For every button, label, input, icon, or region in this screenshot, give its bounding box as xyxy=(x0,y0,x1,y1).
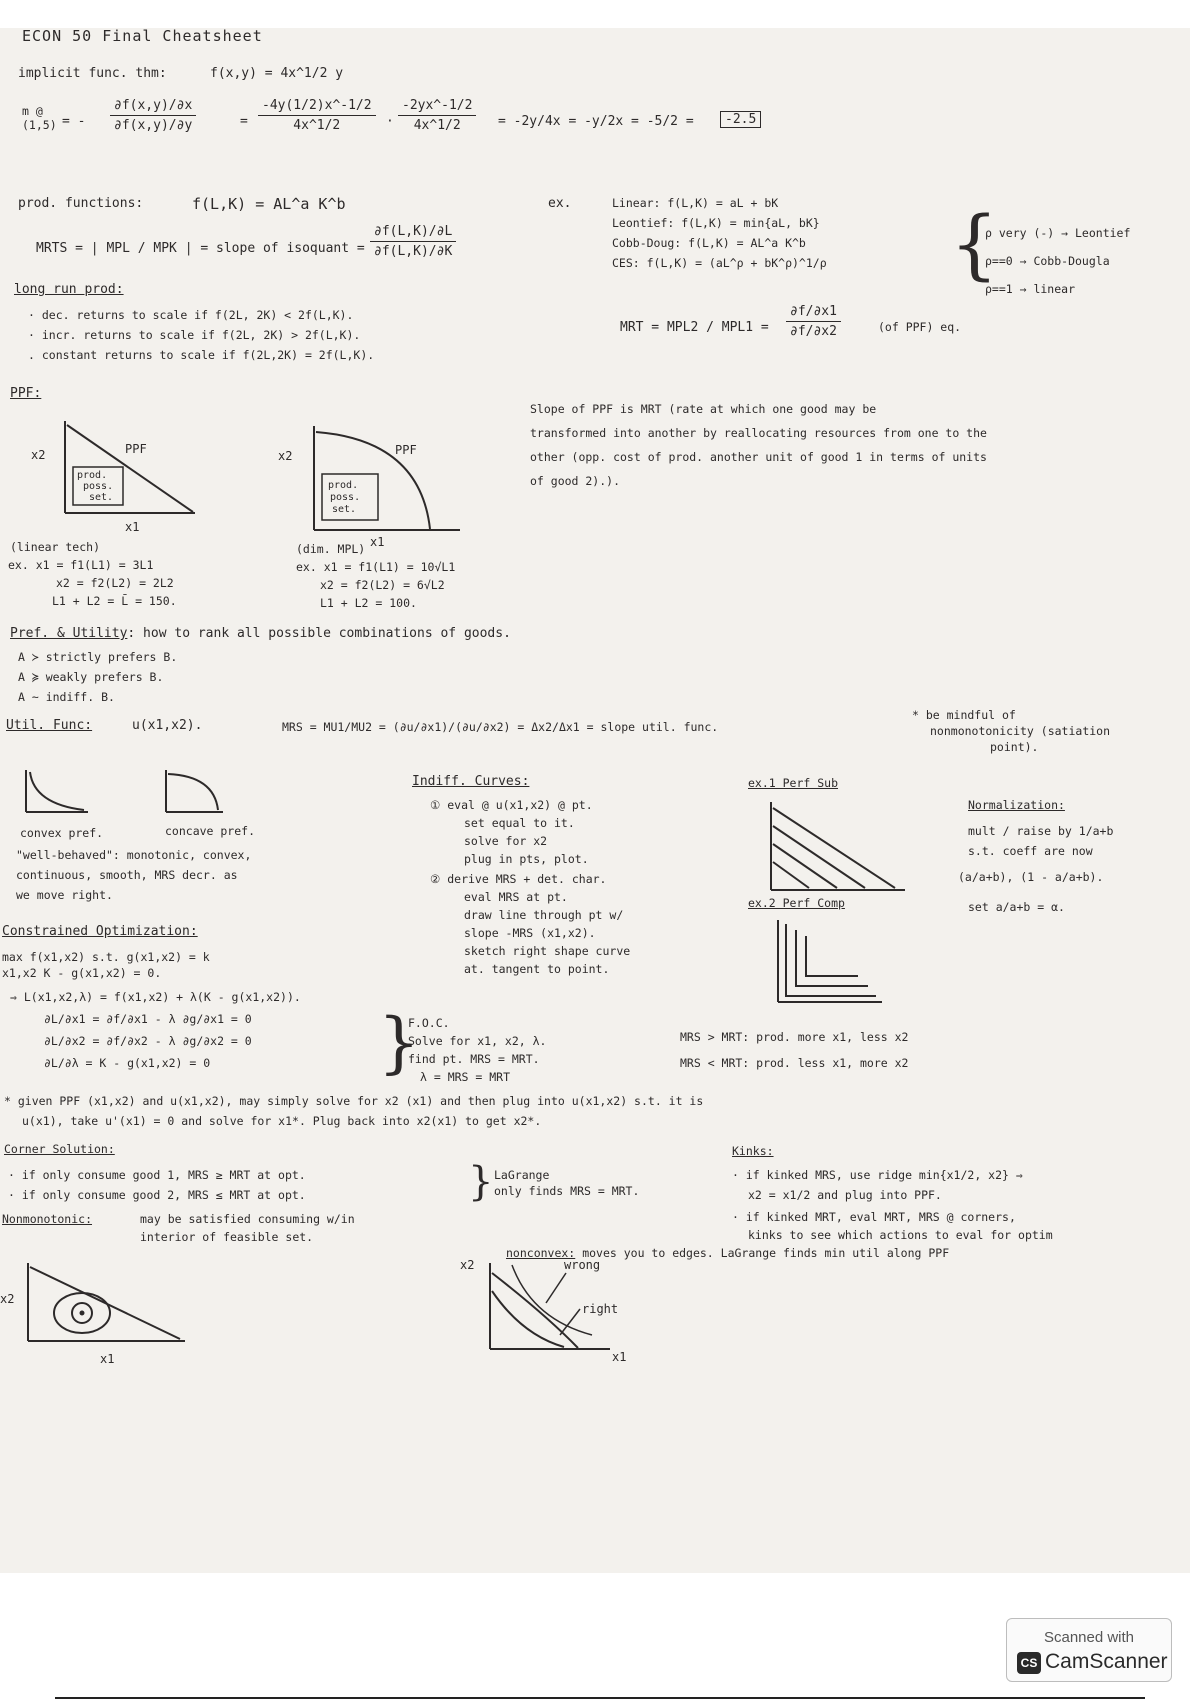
constrained-max: max f(x1,x2) s.t. g(x1,x2) = k xyxy=(2,950,210,964)
kinks-4: kinks to see which actions to eval for optim xyxy=(748,1228,1053,1242)
kinks-1: · if kinked MRS, use ridge min{x1/2, x2} ⇒ xyxy=(732,1168,1023,1182)
implicit-func: f(x,y) = 4x^1/2 y xyxy=(210,66,344,81)
page-title: ECON 50 Final Cheatsheet xyxy=(22,28,263,45)
ces-case-leontief: ρ very (-) → Leontief xyxy=(985,226,1131,240)
ppf1-x-axis: x1 xyxy=(125,520,140,534)
corner-lagrange-2: only finds MRS = MRT. xyxy=(494,1184,640,1198)
ppf-slope-note-3: other (opp. cost of prod. another unit of good 1 in terms of units xyxy=(530,450,987,464)
foc-1: ∂L/∂x1 = ∂f/∂x1 - λ ∂g/∂x1 = 0 xyxy=(44,1012,252,1026)
well-behaved-2: continuous, smooth, MRS decr. as xyxy=(16,868,238,882)
mrts-left: MRTS = | MPL / MPK | = slope of isoquant = xyxy=(36,241,365,256)
corner-good-2: · if only consume good 2, MRS ≤ MRT at opt. xyxy=(8,1188,306,1202)
pref-strict: A ≻ strictly prefers B. xyxy=(18,650,178,664)
well-behaved-3: we move right. xyxy=(16,888,113,902)
indiff-step-4: plug in pts, plot. xyxy=(464,852,589,866)
dim-mpl-3: x2 = f2(L2) = 6√L2 xyxy=(320,578,445,592)
mrt-left: MRT = MPL2 / MPL1 = xyxy=(620,320,769,335)
pref-weak: A ≽ weakly prefers B. xyxy=(18,670,164,684)
ppf2-curve-label: PPF xyxy=(395,443,417,457)
dot: · xyxy=(386,114,394,129)
ppf2-region-1: prod. xyxy=(328,480,359,491)
indiff-step-1: ① eval @ u(x1,x2) @ pt. xyxy=(430,798,593,812)
ppf2-y-axis: x2 xyxy=(278,449,293,463)
indiff-step-6: eval MRS at pt. xyxy=(464,890,568,904)
implicit-answer xyxy=(720,112,761,128)
nonconvex-graph xyxy=(460,1253,660,1373)
dim-mpl-1: (dim. MPL) xyxy=(296,542,366,556)
implicit-frac1-num: ∂f(x,y)/∂x xyxy=(110,98,196,116)
util-label: Util. Func: xyxy=(6,718,93,733)
eq-lead: = - xyxy=(62,114,86,129)
long-run-incr: · incr. returns to scale if f(2L, 2K) > 2f(L,K). xyxy=(28,328,361,342)
implicit-frac2-den: 4x^1/2 xyxy=(293,118,341,133)
implicit-frac2-num: -4y(1/2)x^-1/2 xyxy=(258,98,376,116)
example-cobb-douglas: Cobb-Doug: f(L,K) = AL^a K^b xyxy=(612,236,806,250)
nonmonotonic-1: may be satisfied consuming w/in xyxy=(140,1212,355,1226)
ppf2-x-axis: x1 xyxy=(370,535,385,549)
nonmono-note-3: point). xyxy=(990,740,1039,754)
nonmono-y-axis: x2 xyxy=(0,1292,15,1306)
ppf1-region-1: prod. xyxy=(77,470,108,481)
prod-func: f(L,K) = AL^a K^b xyxy=(192,195,346,213)
corner-good-1: · if only consume good 1, MRS ≥ MRT at opt. xyxy=(8,1168,306,1182)
mrts-num: ∂f(L,K)/∂L xyxy=(370,224,456,242)
corner-heading: Corner Solution: xyxy=(4,1142,115,1156)
scanned-with-label: Scanned with xyxy=(1043,1629,1135,1646)
ppf-slope-note-1: Slope of PPF is MRT (rate at which one good may be xyxy=(530,402,877,416)
implicit-fraction-1 xyxy=(110,98,196,133)
ppf1-curve-label: PPF xyxy=(125,442,147,456)
ces-case-linear: ρ==1 → linear xyxy=(985,282,1076,296)
nonconvex-wrong-label: wrong xyxy=(564,1258,601,1272)
camscanner-logo-icon: CS xyxy=(1017,1652,1041,1674)
mrts-fraction xyxy=(370,224,456,259)
implicit-fraction-3 xyxy=(398,98,476,133)
indiff-step-10: at. tangent to point. xyxy=(464,962,610,976)
pref-indiff: A ~ indiff. B. xyxy=(18,690,115,704)
foc-3: ∂L/∂λ = K - g(x1,x2) = 0 xyxy=(44,1056,211,1070)
concave-label: concave pref. xyxy=(165,824,256,838)
nonconvex-right-label: right xyxy=(582,1302,619,1316)
ppf-concave-graph xyxy=(270,418,470,548)
ppf1-region-2: poss. xyxy=(83,481,114,492)
pref-heading-line xyxy=(10,626,511,642)
nonconvex-label: nonconvex: xyxy=(506,1246,576,1260)
ppf1-y-axis: x2 xyxy=(31,448,46,462)
notes-sheet xyxy=(0,28,1190,1573)
nonmonotonic-graph xyxy=(0,1253,200,1373)
implicit-frac3-den: 4x^1/2 xyxy=(413,118,461,133)
eq-2: = xyxy=(240,114,248,129)
normalization-3: (a/a+b), (1 - a/a+b). xyxy=(958,870,1104,884)
mrs-formula: MRS = MU1/MU2 = (∂u/∂x1)/(∂u/∂x2) = Δx2/Δx1 = slope util. func. xyxy=(282,720,719,734)
foc-2: ∂L/∂x2 = ∂f/∂x2 - λ ∂g/∂x2 = 0 xyxy=(44,1034,252,1048)
foc-lambda: λ = MRS = MRT xyxy=(420,1070,511,1084)
indiff-step-5: ② derive MRS + det. char. xyxy=(430,872,607,886)
nonmono-note-1: * be mindful of xyxy=(912,708,1016,722)
perfect-substitutes-label: ex.1 Perf Sub xyxy=(748,776,839,790)
camscanner-name: CamScanner xyxy=(1045,1650,1168,1673)
prod-label: prod. functions: xyxy=(18,196,144,211)
indiff-heading: Indiff. Curves: xyxy=(412,774,530,789)
pref-heading-tail: : how to rank all possible combinations of goods. xyxy=(127,626,511,641)
foc-find: find pt. MRS = MRT. xyxy=(408,1052,540,1066)
ppf2-region-2: poss. xyxy=(330,492,361,503)
linear-tech-1: (linear tech) xyxy=(10,540,101,554)
nonmonotonic-label: Nonmonotonic: xyxy=(2,1212,93,1226)
camscanner-badge xyxy=(1006,1618,1172,1682)
normalization-4: set a/a+b = α. xyxy=(968,900,1065,914)
ex-label: ex. xyxy=(548,196,572,211)
dim-mpl-2: ex. x1 = f1(L1) = 10√L1 xyxy=(296,560,456,574)
slope-point-label: m @ (1,5) xyxy=(22,104,57,132)
indiff-step-9: sketch right shape curve xyxy=(464,944,631,958)
mrs-greater: MRS > MRT: prod. more x1, less x2 xyxy=(680,1030,909,1044)
corner-lagrange-1: LaGrange xyxy=(494,1168,550,1182)
example-leontief: Leontief: f(L,K) = min{aL, bK} xyxy=(612,216,820,230)
dim-mpl-4: L1 + L2 = 100. xyxy=(320,596,417,610)
ppf-heading: PPF: xyxy=(10,386,42,401)
ces-case-cobb: ρ==0 → Cobb-Dougla xyxy=(985,254,1110,268)
nonconvex-y-axis: x2 xyxy=(460,1258,475,1272)
perfect-substitutes-graph xyxy=(765,798,915,898)
linear-tech-4: L1 + L2 = L̄ = 150. xyxy=(52,594,177,608)
indiff-step-3: solve for x2 xyxy=(464,834,548,848)
lagrangian: ⇒ L(x1,x2,λ) = f(x1,x2) + λ(K - g(x1,x2)). xyxy=(10,990,301,1004)
ppf2-region-3: set. xyxy=(332,504,357,515)
mrt-note: (of PPF) eq. xyxy=(878,320,962,334)
indiff-step-2: set equal to it. xyxy=(464,816,575,830)
long-run-dec: · dec. returns to scale if f(2L, 2K) < 2f(L,K). xyxy=(28,308,354,322)
pref-heading: Pref. & Utility xyxy=(10,626,128,641)
normalization-heading: Normalization: xyxy=(968,798,1065,812)
linear-tech-3: x2 = f2(L2) = 2L2 xyxy=(56,576,174,590)
mrts-den: ∂f(L,K)/∂K xyxy=(374,244,453,259)
normalization-1: mult / raise by 1/a+b xyxy=(968,824,1114,838)
constrained-vars: x1,x2 K - g(x1,x2) = 0. xyxy=(2,966,162,980)
example-linear: Linear: f(L,K) = aL + bK xyxy=(612,196,779,210)
example-ces: CES: f(L,K) = (aL^ρ + bK^ρ)^1/ρ xyxy=(612,256,827,270)
kinks-heading: Kinks: xyxy=(732,1144,774,1158)
normalization-2: s.t. coeff are now xyxy=(968,844,1093,858)
long-run-heading: long run prod: xyxy=(14,282,124,297)
mrt-fraction xyxy=(786,304,841,339)
mrt-den: ∂f/∂x2 xyxy=(790,324,837,339)
kinks-3: · if kinked MRT, eval MRT, MRS @ corners, xyxy=(732,1210,1016,1224)
implicit-frac3-num: -2yx^-1/2 xyxy=(398,98,476,116)
pref-shape-sketches xyxy=(18,766,248,822)
long-run-constant: . constant returns to scale if f(2L,2K) = 2f(L,K). xyxy=(28,348,375,362)
nonmono-note-2: nonmonotonicity (satiation xyxy=(930,724,1111,738)
indiff-step-7: draw line through pt w/ xyxy=(464,908,624,922)
answer-box: -2.5 xyxy=(720,111,761,128)
implicit-fraction-2 xyxy=(258,98,376,133)
foc-label: F.O.C. xyxy=(408,1016,450,1030)
nonconvex-x-axis: x1 xyxy=(612,1350,627,1364)
foc-brace: { xyxy=(378,1004,420,1081)
ppf-slope-note-2: transformed into another by reallocating resources from one to the xyxy=(530,426,987,440)
foc-solve: Solve for x1, x2, λ. xyxy=(408,1034,547,1048)
implicit-label: implicit func. thm: xyxy=(18,66,167,81)
bottom-rule xyxy=(55,1697,1145,1699)
well-behaved-1: "well-behaved": monotonic, convex, xyxy=(16,848,252,862)
indiff-step-8: slope -MRS (x1,x2). xyxy=(464,926,596,940)
linear-tech-2: ex. x1 = f1(L1) = 3L1 xyxy=(8,558,154,572)
nonmono-x-axis: x1 xyxy=(100,1352,115,1366)
ppf-linear-graph xyxy=(25,413,205,533)
perfect-complements-label: ex.2 Perf Comp xyxy=(748,896,845,910)
mrt-num: ∂f/∂x1 xyxy=(786,304,841,322)
mrs-less: MRS < MRT: prod. less x1, more x2 xyxy=(680,1056,909,1070)
perfect-complements-graph xyxy=(772,918,892,1008)
implicit-frac1-den: ∂f(x,y)/∂y xyxy=(114,118,193,133)
implicit-tail: = -2y/4x = -y/2x = -5/2 = xyxy=(498,114,694,129)
util-func: u(x1,x2). xyxy=(132,718,203,733)
nonconvex-text: moves you to edges. LaGrange finds min util along PPF xyxy=(582,1246,950,1260)
convex-label: convex pref. xyxy=(20,826,104,840)
nonmonotonic-2: interior of feasible set. xyxy=(140,1230,314,1244)
ppf-slope-note-4: of good 2).). xyxy=(530,474,621,488)
ces-brace: { xyxy=(950,199,999,288)
given-ppf-2: u(x1), take u'(x1) = 0 and solve for x1*. Plug back into x2(x1) to get x2*. xyxy=(22,1114,542,1128)
ppf1-region-3: set. xyxy=(89,492,114,503)
constrained-heading: Constrained Optimization: xyxy=(2,924,198,939)
corner-brace: { xyxy=(468,1159,494,1205)
given-ppf-1: * given PPF (x1,x2) and u(x1,x2), may simply solve for x2 (x1) and then plug into u(x1,x2) s.t. it is xyxy=(4,1094,704,1108)
kinks-2: x2 = x1/2 and plug into PPF. xyxy=(748,1188,942,1202)
